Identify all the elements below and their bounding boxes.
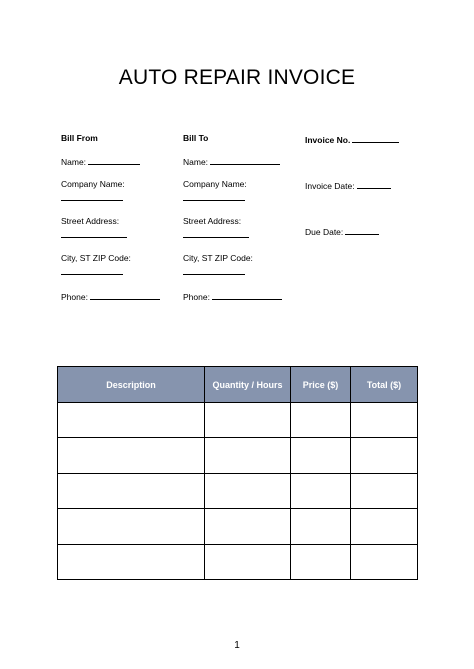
bill-from-city-label: City, ST ZIP Code: bbox=[61, 253, 131, 263]
invoice-date-blank[interactable] bbox=[357, 179, 391, 189]
price-cell[interactable] bbox=[291, 544, 351, 579]
bill-from-name-field[interactable] bbox=[61, 155, 140, 167]
bill-from-phone-blank[interactable] bbox=[90, 290, 160, 300]
description-cell[interactable] bbox=[58, 403, 205, 438]
invoice-items-table bbox=[57, 366, 418, 580]
bill-from-street-blank[interactable] bbox=[61, 228, 127, 238]
total-cell[interactable] bbox=[351, 544, 418, 579]
price-cell[interactable] bbox=[291, 438, 351, 473]
bill-from-company-label: Company Name: bbox=[61, 179, 125, 189]
bill-to-phone-field[interactable] bbox=[183, 290, 282, 302]
invoice-date-field[interactable] bbox=[305, 179, 391, 191]
bill-to-company-label: Company Name: bbox=[183, 179, 247, 189]
description-column-header: Description bbox=[58, 367, 205, 403]
bill-from-street-label: Street Address: bbox=[61, 216, 120, 226]
quantity-cell[interactable] bbox=[205, 509, 291, 544]
invoice-number-label: Invoice No. bbox=[305, 135, 351, 145]
quantity-cell[interactable] bbox=[205, 403, 291, 438]
table-row bbox=[58, 438, 418, 473]
invoice-number-blank[interactable] bbox=[352, 133, 399, 143]
total-cell[interactable] bbox=[351, 438, 418, 473]
total-cell[interactable] bbox=[351, 403, 418, 438]
total-column-header: Total ($) bbox=[351, 367, 418, 403]
quantity-cell[interactable] bbox=[205, 438, 291, 473]
price-cell[interactable] bbox=[291, 509, 351, 544]
total-cell[interactable] bbox=[351, 509, 418, 544]
bill-to-company-blank[interactable] bbox=[183, 191, 245, 201]
bill-to-street-blank[interactable] bbox=[183, 228, 249, 238]
table-row bbox=[58, 509, 418, 544]
due-date-field[interactable] bbox=[305, 225, 379, 237]
bill-to-phone-blank[interactable] bbox=[212, 290, 282, 300]
table-header-row bbox=[58, 367, 418, 403]
bill-to-city-label: City, ST ZIP Code: bbox=[183, 253, 253, 263]
invoice-number-field[interactable] bbox=[305, 133, 399, 145]
table-row bbox=[58, 403, 418, 438]
bill-from-phone-label: Phone: bbox=[61, 292, 88, 302]
bill-to-heading: Bill To bbox=[183, 133, 209, 143]
bill-from-name-blank[interactable] bbox=[88, 155, 140, 165]
quantity-column-header: Quantity / Hours bbox=[205, 367, 291, 403]
page-number: 1 bbox=[234, 640, 240, 651]
price-column-header: Price ($) bbox=[291, 367, 351, 403]
description-cell[interactable] bbox=[58, 544, 205, 579]
bill-from-heading: Bill From bbox=[61, 133, 98, 143]
bill-to-phone-label: Phone: bbox=[183, 292, 210, 302]
bill-to-name-blank[interactable] bbox=[210, 155, 280, 165]
quantity-cell[interactable] bbox=[205, 473, 291, 508]
bill-to-name-field[interactable] bbox=[183, 155, 280, 167]
description-cell[interactable] bbox=[58, 473, 205, 508]
bill-to-city-blank[interactable] bbox=[183, 265, 245, 275]
quantity-cell[interactable] bbox=[205, 544, 291, 579]
bill-to-street-label: Street Address: bbox=[183, 216, 242, 226]
invoice-title: AUTO REPAIR INVOICE bbox=[118, 66, 356, 89]
table-row bbox=[58, 544, 418, 579]
due-date-label: Due Date: bbox=[305, 227, 344, 237]
description-cell[interactable] bbox=[58, 509, 205, 544]
bill-to-name-label: Name: bbox=[183, 157, 209, 167]
total-cell[interactable] bbox=[351, 473, 418, 508]
price-cell[interactable] bbox=[291, 473, 351, 508]
bill-from-company-blank[interactable] bbox=[61, 191, 123, 201]
bill-from-phone-field[interactable] bbox=[61, 290, 160, 302]
invoice-date-label: Invoice Date: bbox=[305, 181, 355, 191]
description-cell[interactable] bbox=[58, 438, 205, 473]
price-cell[interactable] bbox=[291, 403, 351, 438]
bill-from-city-blank[interactable] bbox=[61, 265, 123, 275]
table-row bbox=[58, 473, 418, 508]
due-date-blank[interactable] bbox=[345, 225, 379, 235]
bill-from-name-label: Name: bbox=[61, 157, 87, 167]
